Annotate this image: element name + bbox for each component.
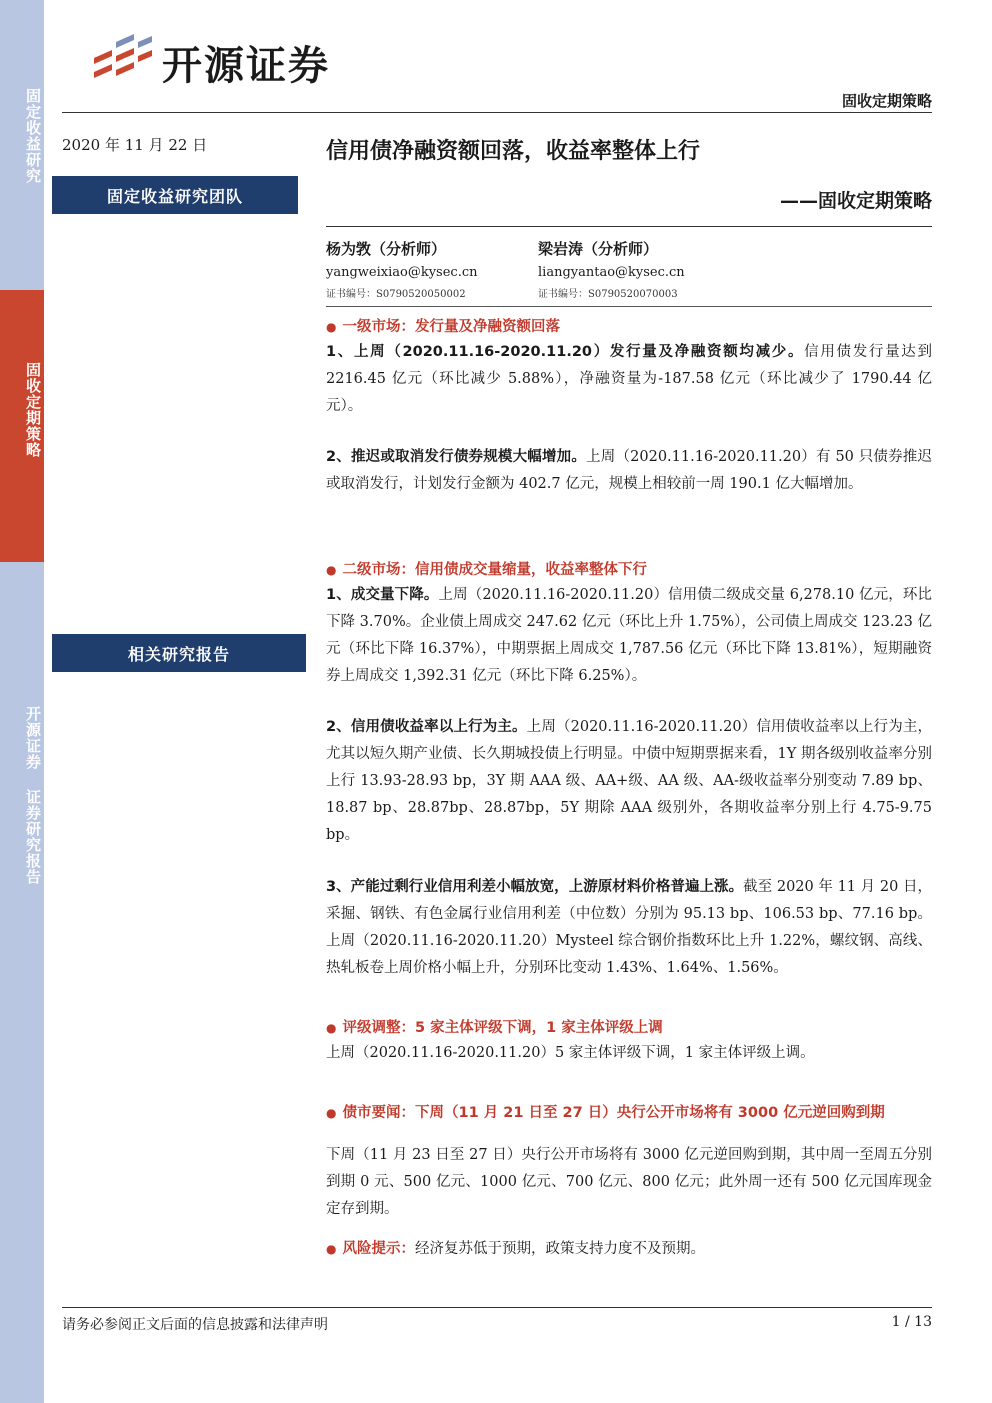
brand-logo-icon	[90, 28, 154, 92]
paragraph-lead: 2、推迟或取消发行债券规模大幅增加。	[326, 449, 587, 465]
page-title: 信用债净融资额回落，收益率整体上行	[326, 139, 701, 164]
section-heading-label: 债市要闻：	[342, 1105, 415, 1121]
section-heading-text: 5 家主体评级下调，1 家主体评级上调	[414, 1020, 663, 1036]
section-heading-text: 一级市场：发行量及净融资额回落	[342, 319, 560, 335]
footer-disclaimer: 请务必参阅正文后面的信息披露和法律声明	[62, 1317, 328, 1333]
bullet-icon: ●	[326, 1021, 337, 1035]
section-heading-label: 评级调整：	[342, 1020, 415, 1036]
analyst-email: liangyantao@kysec.cn	[538, 265, 685, 280]
paragraph-lead: 1、上周（2020.11.16-2020.11.20）发行量及净融资额均减少。	[326, 344, 805, 360]
paragraph-lead: 2、信用债收益率以上行为主。	[326, 719, 527, 735]
paragraph	[326, 1040, 932, 1067]
side-stripe-bottom	[0, 562, 44, 1403]
section-heading-rating	[326, 1017, 932, 1039]
analyst-card	[326, 238, 478, 304]
side-label-strategy: 固收定期策略	[24, 362, 42, 458]
page-subtitle: ——固收定期策略	[779, 190, 932, 212]
paragraph	[326, 1142, 932, 1223]
bullet-icon: ●	[326, 563, 337, 577]
section-heading-primary-market	[326, 316, 932, 338]
paragraph	[326, 444, 932, 498]
section-heading-text: 下周（11 月 21 日至 27 日）央行公开市场将有 3000 亿元逆回购到期	[414, 1105, 885, 1121]
brand-name: 开源证券	[162, 43, 330, 89]
brand-logo	[90, 28, 380, 92]
analyst-cert: 证书编号：S0790520070003	[538, 289, 678, 300]
analyst-cert: 证书编号：S0790520050002	[326, 289, 466, 300]
risk-text: 经济复苏低于预期，政策支持力度不及预期。	[414, 1241, 705, 1257]
section-heading-text: 二级市场：信用债成交量缩量，收益率整体下行	[342, 562, 647, 578]
analyst-email: yangweixiao@kysec.cn	[326, 265, 478, 280]
analyst-name: 杨为敩（分析师）	[326, 240, 447, 258]
side-label-report: 开源证券 证券研究报告	[24, 706, 42, 885]
page-number: 1 / 13	[891, 1314, 932, 1330]
paragraph-text: 截至 2020 年 11 月 20 日，采掘、钢铁、有色金属行业信用利差（中位数）分别为 95.13 bp、106.53 bp、77.16 bp。上周（2020.11.16-2020.11.20）Mysteel 综合钢价指数环比上升 1.22%，螺纹钢、高线、热轧板卷上周价格小幅上升，分别环比变动 1.43%、1.64%、1.56%。	[326, 879, 932, 976]
risk-label: 风险提示：	[342, 1241, 415, 1257]
paragraph-text: 上周（2020.11.16-2020.11.20）有 50 只债券推迟或取消发行，计划发行金额为 402.7 亿元，规模上相较前一周 190.1 亿大幅增加。	[326, 449, 932, 492]
team-label: 固定收益研究团队	[52, 176, 298, 214]
paragraph-lead: 3、产能过剩行业信用利差小幅放宽，上游原材料价格普遍上涨。	[326, 879, 744, 895]
paragraph-text: 上周（2020.11.16-2020.11.20）信用债收益率以上行为主，尤其以短久期产业债、长久期城投债上行明显。中债中短期票据来看，1Y 期各级别收益率分别上行 13.93-28.93 bp，3Y 期 AAA 级、AA+级、AA 级、AA-级收益率分别变动 7.89 bp、18.87 bp、28.87bp、28.87bp，5Y 期除 AAA 级别外，各期收益率分别上行 4.75-9.75 bp。	[326, 719, 932, 843]
paragraph	[326, 582, 932, 690]
side-label-research: 固定收益研究	[24, 88, 42, 184]
paragraph-lead: 1、成交量下降。	[326, 587, 439, 603]
paragraph	[326, 874, 932, 982]
footer-divider	[62, 1307, 932, 1308]
paragraph-text: 上周（2020.11.16-2020.11.20）5 家主体评级下调，1 家主体评级上调。	[326, 1045, 815, 1061]
bullet-icon: ●	[326, 320, 337, 334]
analyst-card	[538, 238, 685, 304]
header-report-type: 固收定期策略	[841, 92, 932, 110]
title-divider	[326, 226, 932, 227]
paragraph-text: 下周（11 月 23 日至 27 日）央行公开市场将有 3000 亿元逆回购到期，其中周一至周五分别到期 0 元、500 亿元、1000 亿元、700 亿元、800 亿元；此外周一还有 500 亿元国库现金定存到期。	[326, 1147, 932, 1217]
section-heading-secondary-market	[326, 559, 932, 581]
risk-warning	[326, 1236, 932, 1263]
bullet-icon: ●	[326, 1106, 337, 1120]
bullet-icon: ●	[326, 1242, 337, 1256]
analyst-name: 梁岩涛（分析师）	[538, 240, 659, 258]
paragraph	[326, 339, 932, 420]
section-heading-news	[326, 1102, 932, 1124]
paragraph-text: 上周（2020.11.16-2020.11.20）信用债二级成交量 6,278.10 亿元，环比下降 3.70%。企业债上周成交 247.62 亿元（环比上升 1.75%），公司债上周成交 123.23 亿元（环比下降 16.37%），中期票据上周成交 1,787.56 亿元（环比下降 13.81%），短期融资券上周成交 1,392.31 亿元（环比下降 6.25%）。	[326, 587, 932, 684]
paragraph	[326, 714, 932, 849]
header-divider	[62, 112, 932, 113]
report-date: 2020 年 11 月 22 日	[62, 136, 208, 154]
analyst-divider	[326, 306, 932, 307]
paragraph-text: 信用债发行量达到 2216.45 亿元（环比减少 5.88%），净融资量为-187.58 亿元（环比减少了 1790.44 亿元）。	[326, 344, 932, 414]
related-reports-label: 相关研究报告	[52, 634, 306, 672]
